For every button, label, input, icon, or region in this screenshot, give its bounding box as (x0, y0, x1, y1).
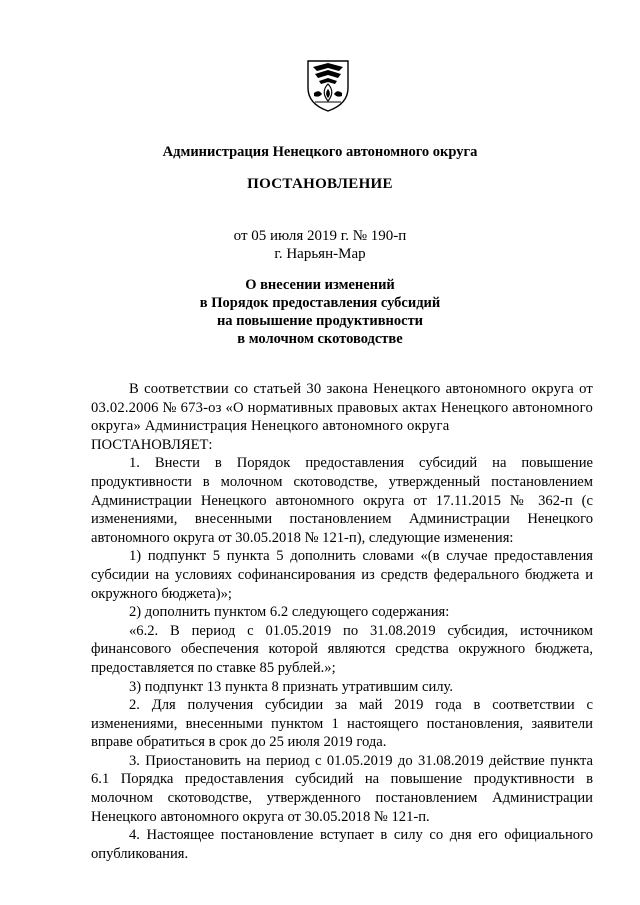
organization-name: Администрация Ненецкого автономного округа (162, 144, 478, 160)
subitem-1-paragraph: 1) подпункт 5 пункта 5 дополнить словами «(в случае предоставления субсидии на условиях софинансирования из средств федерального бюджета и окружного бюджета)»; (91, 548, 593, 602)
item-1-paragraph: 1. Внести в Порядок предоставления субсидий на повышение продуктивности в молочном скотоводстве, утвержденный постановлением Администрации Ненецкого автономного округа от 17.11.2015 № 362-п (с изменениями, внесенными постановлением Администрации Ненецкого автономного округа от 30.05.2018 № 121-п), следующие изменения: (91, 455, 593, 546)
document-subject (0, 276, 640, 348)
item-3-paragraph: 3. Приостановить на период с 01.05.2019 до 31.08.2019 действие пункта 6.1 Порядка предоставления субсидий на повышение продуктивности в молочном скотоводстве, утвержденного постановлением Администрации Ненецкого автономного округа от 30.05.2018 № 121-п. (91, 752, 593, 825)
subject-line: в Порядок предоставления субсидий (199, 295, 441, 311)
subitem-3-paragraph: 3) подпункт 13 пункта 8 признать утратившим силу. (129, 678, 454, 695)
coat-of-arms-icon (305, 58, 351, 114)
subject-line: О внесении изменений (245, 277, 395, 293)
document-type: ПОСТАНОВЛЕНИЕ (247, 176, 393, 192)
preamble-paragraph: В соответствии со статьей 30 закона Ненецкого автономного округа от 03.02.2006 № 673-оз «О нормативных правовых актах Ненецкого автономного округа» Администрация Ненецкого автономного округа (91, 381, 593, 435)
quoted-clause-paragraph: «6.2. В период с 01.05.2019 по 31.08.2019 субсидия, источником финансового обеспечения которой являются средства окружного бюджета, предоставляется по ставке 85 рублей.»; (91, 622, 593, 676)
subject-line: на повышение продуктивности (216, 313, 424, 329)
subject-line: в молочном скотоводстве (237, 331, 403, 347)
item-2-paragraph: 2. Для получения субсидии за май 2019 года в соответствии с изменениями, внесенными пунктом 1 настоящего постановления, заявители вправе обратиться в срок до 25 июля 2019 года. (91, 697, 593, 751)
resolves-heading: ПОСТАНОВЛЯЕТ: (91, 436, 213, 453)
document-body (91, 380, 593, 863)
document-date-number: от 05 июля 2019 г. № 190-п (233, 228, 407, 244)
item-4-paragraph: 4. Настоящее постановление вступает в силу со дня его официального опубликования. (91, 827, 593, 862)
document-city: г. Нарьян-Мар (274, 246, 366, 262)
subitem-2-paragraph: 2) дополнить пунктом 6.2 следующего содержания: (129, 604, 450, 621)
